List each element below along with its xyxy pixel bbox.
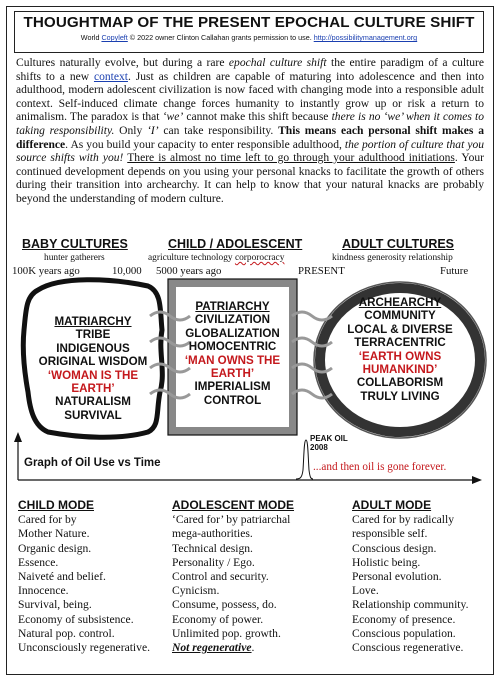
adult-stage-text — [335, 296, 465, 403]
intro-em-1: epochal culture shift — [228, 57, 327, 69]
mode-list-item: Natural pop. control. — [18, 626, 115, 640]
mode-list-item: responsible self. — [352, 527, 428, 541]
intro-text-4: cannot make this shift because — [183, 111, 332, 124]
not-regenerative-suffix: . — [251, 641, 255, 655]
baby-stage-indigenous: INDIGENOUS — [56, 341, 130, 355]
baby-stage-survival: SURVIVAL — [64, 408, 122, 422]
mode-list-item: Essence. — [18, 555, 59, 569]
baby-stage-woman-earth-2: EARTH’ — [71, 382, 115, 396]
adolescent-mode-list — [172, 513, 294, 641]
mode-list-item: Naiveté and belief. — [18, 570, 106, 584]
intro-bold-1: This means each personal shift makes a difference — [16, 124, 485, 151]
mode-list-item: Survival, being. — [18, 598, 92, 612]
baby-cultures-heading: BABY CULTURES — [22, 237, 128, 251]
child-stage-globalization: GLOBALIZATION — [185, 326, 280, 340]
oil-gone-text: ...and then oil is gone forever. — [313, 461, 447, 473]
baby-stage-wisdom: ORIGINAL WISDOM — [38, 355, 148, 369]
peak-oil-label — [310, 434, 348, 452]
timeline-10000: 10,000 — [112, 265, 142, 277]
child-subtitle-b: corporocracy — [234, 253, 285, 263]
intro-underline-1: There is almost no time left to go through your adulthood initiations — [127, 152, 455, 165]
adolescent-mode-last — [172, 641, 294, 655]
child-mode-heading: CHILD MODE — [18, 498, 94, 512]
graph-x-arrow — [472, 476, 482, 484]
intro-text-3: . Just as children are capable of maturing into adolescence and then into adulthood, modern adolescent civilization is now faced with changing mode into a responsible adult context. Self-induced climate change forces humanity to instantly grow up or risk a return to animalism. The paradox is that — [16, 70, 484, 124]
mode-list-item: Economy of presence. — [352, 612, 456, 626]
timeline-present: PRESENT — [298, 265, 345, 277]
child-mode-list — [18, 513, 150, 655]
child-stage-patriarchy: PATRIARCHY — [195, 300, 270, 313]
mode-list-item: Mother Nature. — [18, 527, 90, 541]
intro-em-2: ‘we’ — [162, 111, 184, 124]
mode-list-item: Conscious design. — [352, 541, 437, 555]
timeline-5000: 5000 years ago — [156, 265, 222, 277]
intro-text-1: Cultures naturally evolve, but during a rare — [16, 57, 229, 69]
child-mode-column — [18, 498, 150, 655]
adult-mode-column — [352, 498, 468, 655]
adult-stage-earth-owns-1: ‘EARTH OWNS — [358, 349, 442, 363]
baby-stage-text — [28, 315, 158, 422]
baby-stage-matriarchy: MATRIARCHY — [54, 315, 132, 328]
adult-stage-earth-owns-2: HUMANKIND’ — [362, 363, 438, 377]
intro-em-3: there is no ‘we’ when it comes to taking responsibility. — [16, 111, 485, 137]
subtitle-prefix: World — [80, 33, 102, 42]
child-stage-control: CONTROL — [203, 393, 262, 407]
adult-stage-truly-living: TRULY LIVING — [360, 389, 440, 403]
timeline-future: Future — [440, 265, 469, 277]
mode-list-item: mega-authorities. — [172, 527, 253, 541]
adult-cultures-heading: ADULT CULTURES — [342, 237, 455, 251]
mode-list-item: Innocence. — [18, 584, 69, 598]
adult-mode-list — [352, 513, 468, 655]
adult-stage-local-diverse: LOCAL & DIVERSE — [347, 322, 453, 336]
timeline-100k: 100K years ago — [12, 265, 80, 277]
mode-list-item: Cared for by radically — [352, 513, 455, 527]
website-link[interactable]: http://possibilitymanagement.org — [313, 33, 418, 42]
mode-list-item: Organic design. — [18, 541, 92, 555]
subtitle-mid: © 2022 owner Clinton Callahan grants permission to use. — [127, 33, 314, 42]
baby-stage-naturalism: NATURALISM — [55, 395, 131, 409]
adult-stage-collaborism: COLLABORISM — [356, 376, 444, 390]
mode-list-item: Holistic being. — [352, 555, 421, 569]
intro-text-5: Only — [114, 124, 148, 137]
adult-mode-heading: ADULT MODE — [352, 498, 432, 512]
intro-text-2: the entire paradigm of a culture shifts to a new — [16, 57, 485, 83]
adolescent-mode-column — [172, 498, 294, 655]
intro-em-4: ‘I’ — [147, 124, 159, 137]
mode-list-item: Conscious regenerative. — [352, 641, 464, 655]
graph-y-arrow — [14, 432, 22, 442]
baby-stage-woman-earth-1: ‘WOMAN IS THE — [47, 368, 139, 382]
baby-stage-tribe: TRIBE — [75, 328, 111, 342]
mode-list-item: Love. — [352, 584, 379, 598]
intro-text-9: . Your continued development depends on you using your personal knacks to facilitate the growth of others during their transition into archearchy. It can help to know that your natural knacks are probably beyond the understanding of modern culture. — [16, 152, 485, 205]
child-adolescent-heading: CHILD / ADOLESCENT — [168, 237, 303, 251]
copyleft-link[interactable]: Copyleft — [101, 33, 128, 42]
child-stage-man-earth-1: ‘MAN OWNS THE — [184, 353, 281, 367]
mode-list-item: Cared for by — [18, 513, 77, 527]
mode-list-item: Personal evolution. — [352, 570, 442, 584]
mode-list-item: ‘Cared for’ by patriarchal — [172, 513, 291, 527]
baby-subtitle: hunter gatherers — [44, 253, 105, 263]
mode-list-item: Conscious population. — [352, 626, 456, 640]
mode-list-item: Relationship community. — [352, 598, 469, 612]
mode-list-item: Cynicism. — [172, 584, 220, 598]
context-link[interactable]: context — [93, 70, 128, 83]
intro-text-6: can take responsibility. — [158, 124, 279, 137]
mode-list-item: Unconsciously regenerative. — [18, 641, 150, 655]
adult-stage-archearchy: ARCHEARCHY — [358, 296, 442, 309]
mode-list-item: Unlimited pop. growth. — [172, 626, 281, 640]
child-stage-man-earth-2: EARTH’ — [210, 367, 255, 381]
mode-list-item: Personality / Ego. — [172, 555, 255, 569]
adult-stage-community: COMMUNITY — [364, 309, 436, 323]
adult-subtitle: kindness generosity relationship — [332, 253, 453, 263]
not-regenerative-text: Not regenerative — [172, 641, 252, 655]
mode-list-item: Technical design. — [172, 541, 253, 555]
mode-list-item: Control and security. — [172, 570, 269, 584]
child-subtitle-a: agriculture technology — [148, 253, 235, 263]
child-stage-text — [170, 300, 295, 407]
mode-list-item: Consume, possess, do. — [172, 598, 277, 612]
peak-oil-year: 2008 — [310, 443, 328, 452]
adult-stage-terracentric: TERRACENTRIC — [354, 336, 446, 350]
child-stage-homocentric: HOMOCENTRIC — [188, 340, 277, 354]
peak-oil-text: PEAK OIL — [310, 434, 348, 443]
graph-title: Graph of Oil Use vs Time — [24, 457, 161, 469]
page-title: THOUGHTMAP OF THE PRESENT EPOCHAL CULTURE SHIFT — [23, 14, 475, 31]
intro-em-5: the portion of culture that you source shifts with you! — [16, 138, 484, 165]
child-stage-imperialism: IMPERIALISM — [194, 380, 271, 394]
mode-list-item: Economy of subsistence. — [18, 612, 134, 626]
child-stage-civilization: CIVILIZATION — [194, 313, 271, 327]
intro-text-7: . As you build your capacity to enter responsible adulthood, — [65, 138, 345, 151]
adolescent-mode-heading: ADOLESCENT MODE — [172, 498, 295, 512]
mode-list-item: Economy of power. — [172, 612, 264, 626]
